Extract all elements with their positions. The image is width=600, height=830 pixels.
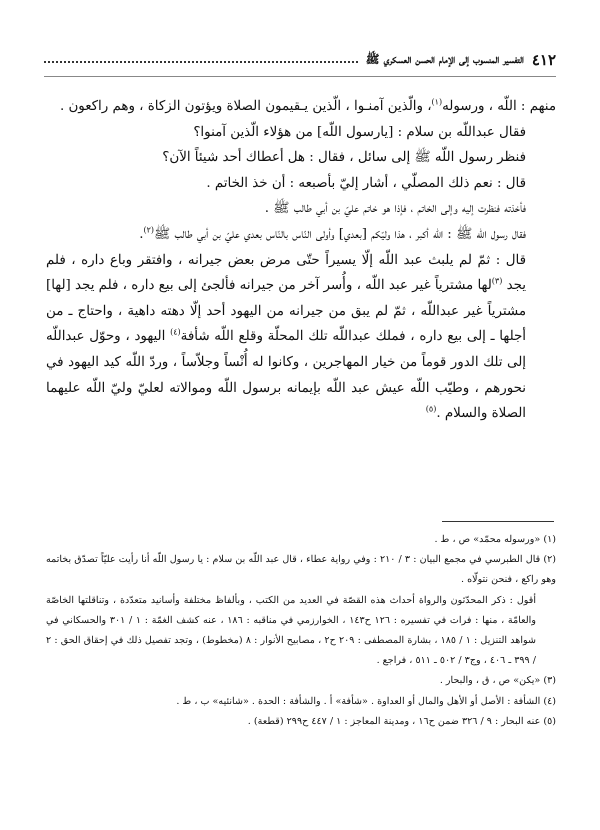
paragraph: قال : نعم ذلك المصلّي ، أشار إليّ بأصبعه : أن خذ الخاتم .: [206, 175, 526, 191]
footnote-marker: (٤): [170, 327, 181, 337]
footnote: أقول : ذكر المحدّثون والرواة أحداث هذه القصّة في العديد من الكتب ، وبألفاظ مختلفة وأسانيد متعدّدة ، وتناقلتها الخاصّة والعامّة ، منها : فرات في تفسيره : ١٢٦ ح١٤٣ ، الخوارزمي في مناقبه : ١٨٦ ، عنه كشف الغمّة : ١ / ٣٠١ والحسكاني في شواهد التنزيل : ١ / ١٨٥ ، بشارة المصطفى : ٢٠٩ ح٢ ، مصابيح الأنوار : ٨ (مخطوط) ، وتجد تفصيل ذلك في إحقاق الحق : ٢ / ٣٩٩ ـ ٤٠٦ ، وج٣ / ٥٠٢ ـ ٥١١ ، فراجع .: [46, 594, 536, 667]
paragraph: فقال عبداللّه بن سلام : [يارسول اللّه] من هؤلاء الّذين آمنوا؟: [193, 124, 526, 140]
paragraph: منهم : اللّه ، ورسوله$^{(١)}$، والّذين آمنـوا ، الّذين يـقيمون الصلاة ويؤتون الزكاة ، وهم راكعون .: [59, 97, 556, 114]
footnote-marker: (٢): [143, 225, 155, 235]
running-header: [44, 46, 556, 74]
footnote: (٥) عنه البحار : ٩ / ٣٢٦ ضمن ح١٦ ، ومدينة المعاجز : ١ / ٤٤٧ ح٢٩٩ (قطعة) .: [247, 715, 556, 727]
footnote-marker: (٣): [491, 276, 503, 286]
paragraph: قال : ثمّ لم يلبث عبد اللّه إلّا يسيراً حتّى مرض بعض جيرانه ، وافتقر وباع داره ، فلم يجد $^{(٣)}$لها مشترياً غير عبد اللّه ، وأُسر آخر من جيرانه فألجئ إلى بيع داره ، فلم يجد [لها] مشترياً غير عبداللّه ، ثمّ لم يبق من جيرانه من اليهود أحد إلّا دهته داهية ، واحتاج ـ من أجلها ـ إلى بيع داره ، فملك عبداللّه تلك المحلّة وقلع اللّه شأفة$^{(٤)}$ اليهود ، وحوّل عبداللّه إلى تلك الدور قوماً من خيار المهاجرين ، وكانوا له أُنْساً وجلاّساً ، وردّ اللّه كيد اليهود في نحورهم ، وطيّب اللّه عيش عبد اللّه بإيمانه برسول اللّه وموالاته لعليّ وليّ اللّه عليهما الصلاة والسلام .$^{(٥)}$: [45, 252, 526, 422]
paragraph: فأخذته فنظرت إليه وإلى الخاتم ، فإذا هو خاتم عليّ بن أبي طالب ﷺ .: [264, 201, 526, 217]
footnote: (١) «ورسوله محمّد» ص ، ط .: [434, 534, 556, 545]
header-dotted-rule: [44, 61, 358, 63]
footnote: (٣) «يكن» ص ، ق ، والبحار .: [439, 675, 556, 687]
footnote-marker: (٥): [425, 404, 437, 414]
footnote: (٢) قال الطبرسي في مجمع البيان : ٣ / ٢١٠ : وفي رواية عطاء ، قال عبد اللّه بن سلام : يا رسول اللّه أنا رأيت عليّاً تصدّق بخاتمه وهو راكع ، فنحن نتولّاه .: [46, 554, 556, 586]
main-text: [46, 94, 556, 427]
header-divider: [44, 76, 556, 77]
book-title: التفسير المنسوب إلى الإمام الحسن العسكري ﷺ: [365, 51, 524, 66]
page-number: ٤١٢: [531, 51, 556, 69]
paragraph: فقال رسول اللّه ﷺ : اللّه أكبر ، هذا وليّكم [بعدي] وأولى النّاس بالنّاس بعدي عليّ بن أبي طالب ﷺ$^{(٢)}$.: [139, 225, 526, 242]
footnote: (٤) الشأفة : الأصل أو الأهل والمال أو العداوة . «شأفة» أ . والشأفة : الحدة . «شانئيه» ب ، ط .: [176, 695, 556, 707]
footnotes: [46, 530, 556, 732]
footnote-marker: (١): [431, 97, 443, 107]
footnote-separator: [442, 521, 554, 522]
paragraph: فنظر رسول اللّه ﷺ إلى سائل ، فقال : هل أعطاك أحد شيئاً الآن؟: [162, 150, 526, 166]
